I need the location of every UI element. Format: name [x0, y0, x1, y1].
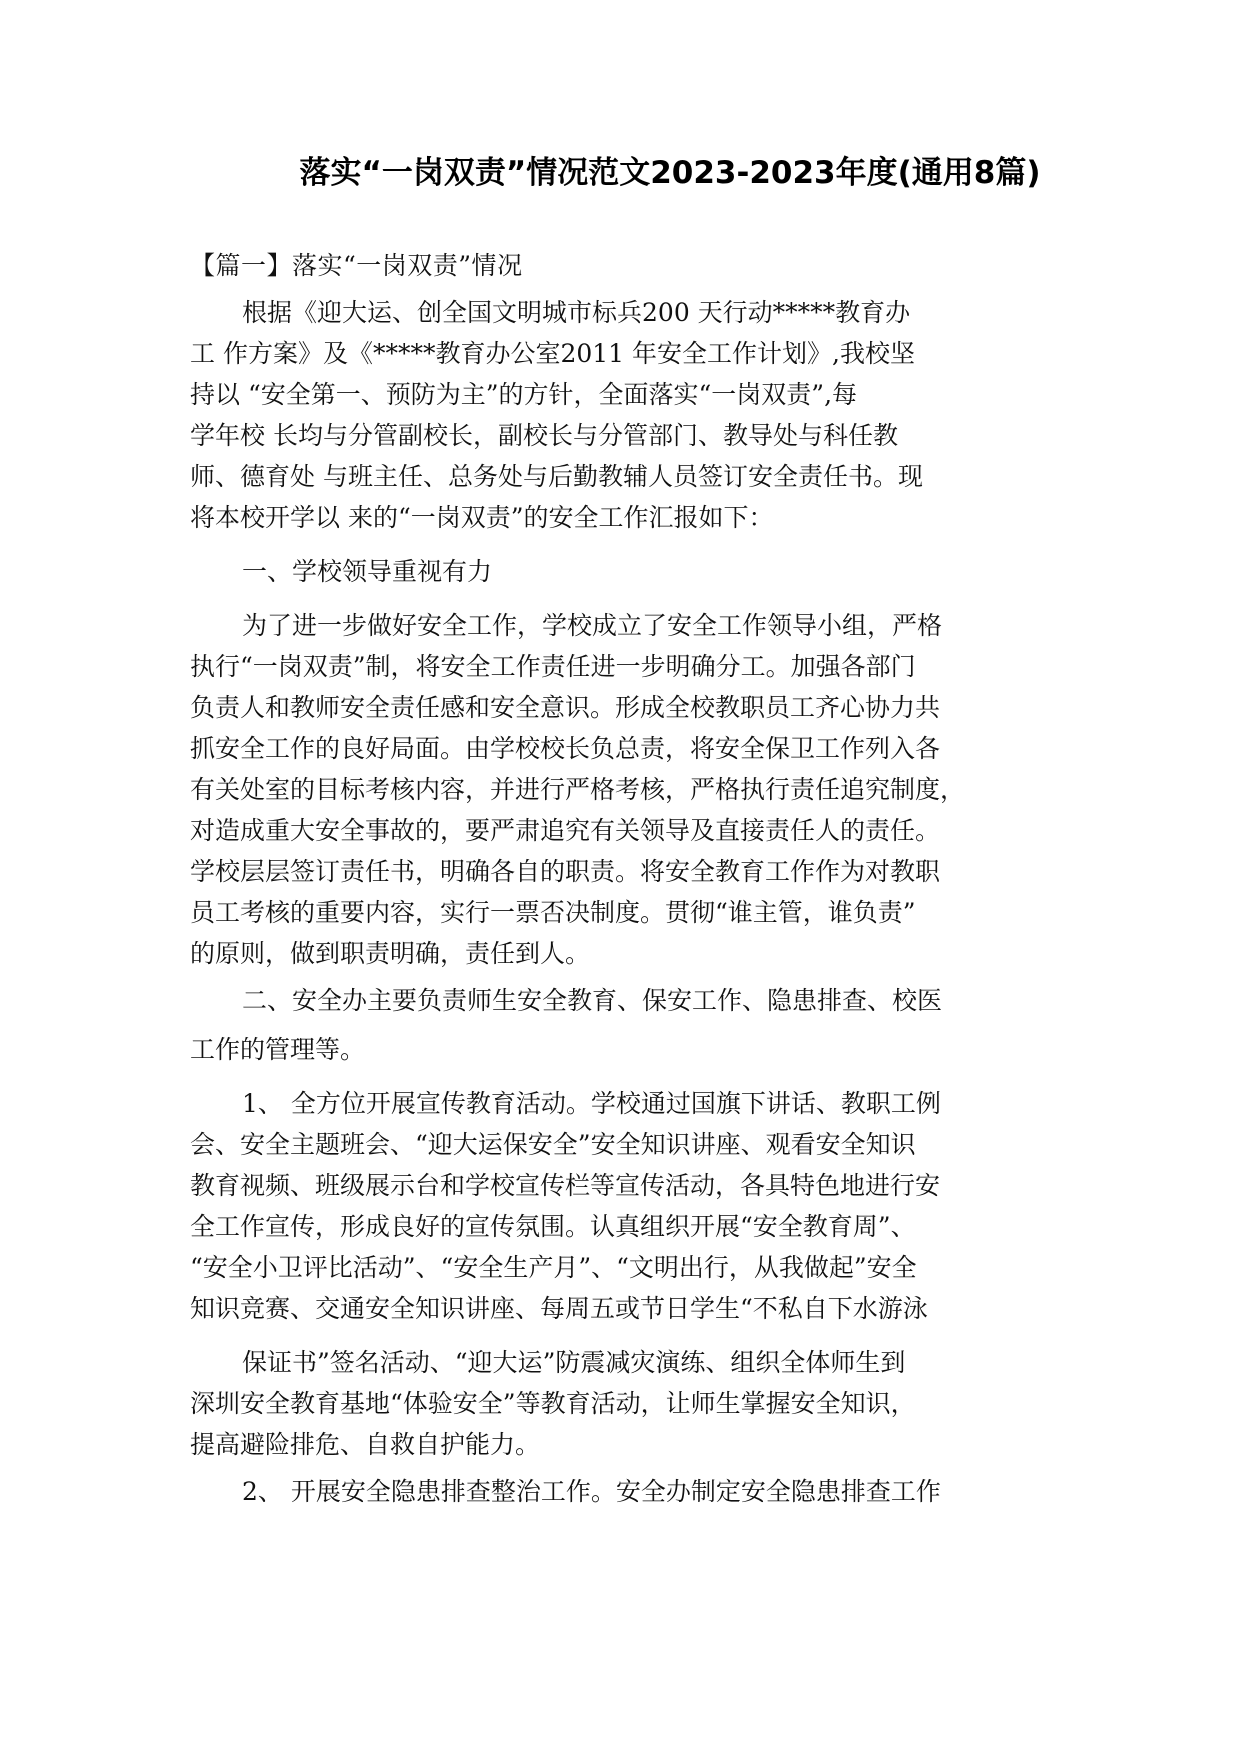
text-line: “安全小卫评比活动”、“安全生产月”、“文明出行，从我做起”安全 — [190, 1253, 917, 1282]
text-line: 根据《迎大运、创全国文明城市标兵200 天行动*****教育办 — [242, 298, 911, 327]
text-line: 提高避险排危、自救自护能力。 — [190, 1430, 541, 1459]
subsection-heading: 二、安全办主要负责师生安全教育、保安工作、隐患排查、校医 — [242, 986, 943, 1015]
text-line: 为了进一步做好安全工作，学校成立了安全工作领导小组，严格 — [242, 611, 943, 640]
text-line: 全工作宣传，形成良好的宣传氛围。认真组织开展“安全教育周”、 — [190, 1212, 916, 1241]
text-line: 工作的管理等。 — [190, 1035, 366, 1064]
paragraph-leadership — [190, 605, 1050, 974]
text-line: 执行“一岗双责”制，将安全工作责任进一步明确分工。加强各部门 — [190, 652, 916, 681]
text-line: 将本校开学以 来的“一岗双责”的安全工作汇报如下： — [190, 503, 774, 532]
text-line: 有关处室的目标考核内容，并进行严格考核，严格执行责任追究制度， — [190, 775, 966, 804]
text-line: 会、安全主题班会、“迎大运保安全”安全知识讲座、观看安全知识 — [190, 1130, 916, 1159]
section-heading: 【篇一】落实“一岗双责”情况 — [190, 251, 523, 280]
text-line: 抓安全工作的良好局面。由学校校长负总责，将安全保卫工作列入各 — [190, 734, 941, 763]
paragraph-heading-one — [190, 551, 1050, 592]
text-line: 对造成重大安全事故的，要严肃追究有关领导及直接责任人的责任。 — [190, 816, 941, 845]
text-line: 学年校 长均与分管副校长，副校长与分管部门、教导处与科任教 — [190, 421, 898, 450]
text-line: 师、德育处 与班主任、总务处与后勤教辅人员签订安全责任书。现 — [190, 462, 923, 491]
paragraph-item-two — [190, 1471, 1050, 1512]
text-line: 2、 开展安全隐患排查整治工作。安全办制定安全隐患排查工作 — [242, 1477, 941, 1506]
paragraph-heading-two — [190, 980, 1050, 1070]
paragraph-intro — [190, 292, 1050, 538]
subsection-heading: 一、学校领导重视有力 — [242, 557, 493, 586]
document-body — [190, 245, 1050, 1512]
paragraph-item-one — [190, 1083, 1050, 1329]
text-line: 教育视频、班级展示台和学校宣传栏等宣传活动，各具特色地进行安 — [190, 1171, 941, 1200]
document-title: 落实“一岗双责”情况范文2023-2023年度(通用8篇) — [299, 155, 1041, 191]
text-line: 负责人和教师安全责任感和安全意识。形成全校教职员工齐心协力共 — [190, 693, 941, 722]
text-line: 工 作方案》及《*****教育办公室2011 年安全工作计划》,我校坚 — [190, 339, 915, 368]
text-line: 保证书”签名活动、“迎大运”防震减灾演练、组织全体师生到 — [242, 1348, 906, 1377]
paragraph-item-one-continued — [190, 1342, 1050, 1465]
text-line: 的原则，做到职责明确，责任到人。 — [190, 939, 591, 968]
text-line: 深圳安全教育基地“体验安全”等教育活动，让师生掌握安全知识， — [190, 1389, 916, 1418]
text-line: 员工考核的重要内容，实行一票否决制度。贯彻“谁主管，谁负责” — [190, 898, 916, 927]
text-line: 持以 “安全第一、预防为主”的方针，全面落实“一岗双责”,每 — [190, 380, 858, 409]
text-line: 知识竞赛、交通安全知识讲座、每周五或节日学生“不私自下水游泳 — [190, 1294, 928, 1323]
text-line: 1、 全方位开展宣传教育活动。学校通过国旗下讲话、教职工例 — [242, 1089, 941, 1118]
text-line: 学校层层签订责任书，明确各自的职责。将安全教育工作作为对教职 — [190, 857, 941, 886]
